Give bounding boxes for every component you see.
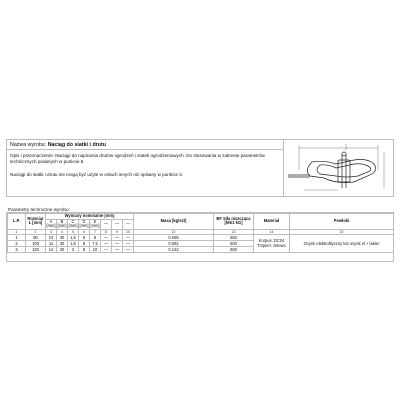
params-table bbox=[7, 213, 394, 253]
col-empty-1: — bbox=[101, 219, 112, 229]
product-info-box bbox=[6, 139, 394, 197]
cell-d: 8 bbox=[79, 247, 90, 253]
cell-a: 11 bbox=[46, 241, 57, 247]
product-note: Naciągi do siatki i drutu nie mogą być użyte w celach innych niż opisany w punkcie 3. bbox=[10, 172, 184, 177]
column-number: 12 bbox=[134, 229, 214, 235]
header-row-1 bbox=[8, 214, 394, 220]
column-number: 15 bbox=[290, 229, 394, 235]
cell-material: Korpus: DC04 Trzpień: żelewo bbox=[254, 235, 290, 253]
cell-lp: 2 bbox=[8, 241, 26, 247]
col-size: Rozmiar L [mm] bbox=[26, 214, 46, 230]
column-number: 2 bbox=[26, 229, 46, 235]
cell-lp: 1 bbox=[8, 235, 26, 241]
col-b: B [mm] bbox=[57, 219, 67, 229]
cell-d: 8 bbox=[79, 241, 90, 247]
column-number: 9 bbox=[112, 229, 123, 235]
col-dimensions: Wymiary nominalne [mm] bbox=[46, 214, 134, 220]
cell-size: 100 bbox=[26, 241, 46, 247]
product-title-row bbox=[7, 140, 283, 150]
cell-empty: — bbox=[112, 247, 123, 253]
params-caption: Parametry techniczne wyrobu: bbox=[8, 207, 70, 212]
product-title-value: Naciąg do siatki i drutu bbox=[47, 142, 106, 148]
cell-empty: — bbox=[123, 247, 134, 253]
cell-empty: — bbox=[123, 235, 134, 241]
cell-c: 1,5 bbox=[68, 235, 79, 241]
cell-bf: 650 bbox=[214, 235, 254, 241]
cell-empty: — bbox=[101, 235, 112, 241]
cell-coating: Ocynk elektrolityczny lub ocynk el.+ lakier bbox=[290, 235, 394, 253]
params-table-box bbox=[6, 212, 394, 262]
product-info-text bbox=[7, 140, 283, 196]
cell-c: 2 bbox=[68, 247, 79, 253]
column-number: 14 bbox=[254, 229, 290, 235]
cell-lp: 3 bbox=[8, 247, 26, 253]
cell-empty: — bbox=[112, 241, 123, 247]
cell-empty: — bbox=[101, 241, 112, 247]
tensioner-drawing-svg bbox=[284, 140, 394, 196]
cell-e: 10 bbox=[90, 247, 101, 253]
col-mass: Masa [kg/szt] bbox=[134, 214, 214, 230]
column-number: 6 bbox=[79, 229, 90, 235]
col-lp: L.P. bbox=[8, 214, 26, 230]
col-coating: Powłoki bbox=[290, 214, 394, 230]
column-number: 10 bbox=[123, 229, 134, 235]
column-number: 5 bbox=[68, 229, 79, 235]
cell-size: 80 bbox=[26, 235, 46, 241]
cell-mass: 0.122 bbox=[134, 247, 214, 253]
cell-e: 8 bbox=[90, 235, 101, 241]
product-title-label: Nazwa wyrobu: bbox=[10, 142, 47, 148]
cell-b: 30 bbox=[57, 247, 68, 253]
cell-empty: — bbox=[112, 235, 123, 241]
cell-b: 30 bbox=[57, 235, 68, 241]
column-number: 4 bbox=[57, 229, 68, 235]
col-c: C [mm] bbox=[68, 219, 78, 229]
col-bf: BF Siła niszcząca [kN/1 kG] bbox=[214, 214, 254, 230]
column-number: 3 bbox=[46, 229, 57, 235]
cell-a: 13 bbox=[46, 235, 57, 241]
cell-e: 7,5 bbox=[90, 241, 101, 247]
cell-a: 14 bbox=[46, 247, 57, 253]
column-number: 1 bbox=[8, 229, 26, 235]
column-number: 13 bbox=[214, 229, 254, 235]
col-a: A [mm] bbox=[46, 219, 56, 229]
cell-size: 120 bbox=[26, 247, 46, 253]
product-description: Opis i przeznaczenie: Naciągi do napinania drutów ogrodzeń i siatek ogrodzeniowych. Do stosowania w zakresie parametrów technicznych podanych w punkcie 5. bbox=[10, 153, 265, 164]
column-number: 8 bbox=[101, 229, 112, 235]
cell-c: 1,5 bbox=[68, 241, 79, 247]
col-d: D [mm] bbox=[79, 219, 89, 229]
cell-bf: 650 bbox=[214, 247, 254, 253]
cell-empty: — bbox=[101, 247, 112, 253]
col-empty-2: — bbox=[112, 219, 123, 229]
cell-d: 8 bbox=[79, 235, 90, 241]
col-material: Materiał bbox=[254, 214, 290, 230]
column-number: 7 bbox=[90, 229, 101, 235]
cell-bf: 500 bbox=[214, 241, 254, 247]
cell-mass: 0.082 bbox=[134, 241, 214, 247]
cell-mass: 0.095 bbox=[134, 235, 214, 241]
col-e: E [mm] bbox=[90, 219, 100, 229]
cell-empty: — bbox=[123, 241, 134, 247]
col-empty-3: — bbox=[123, 219, 134, 229]
tensioner-drawing-icon bbox=[283, 140, 394, 196]
cell-b: 30 bbox=[57, 241, 68, 247]
